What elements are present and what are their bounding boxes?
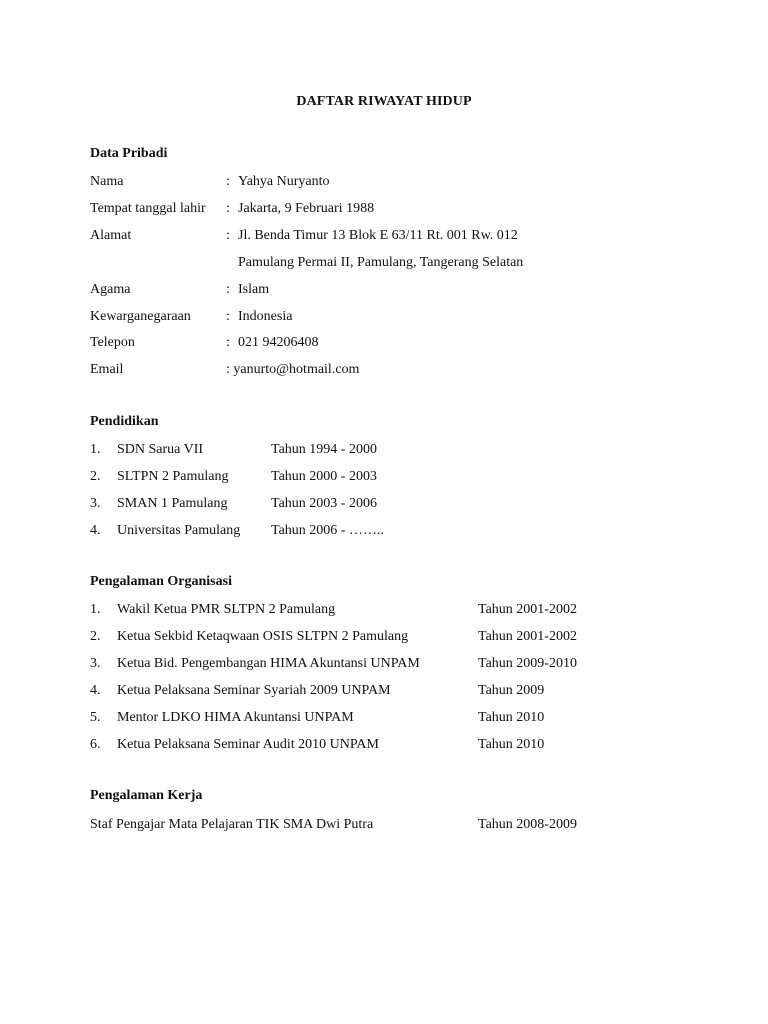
field-colon: : xyxy=(226,335,230,350)
field-colon: : xyxy=(226,282,230,297)
field-value: Jl. Benda Timur 13 Blok E 63/11 Rt. 001 Rw. 012 xyxy=(238,228,518,243)
field-label: Agama xyxy=(90,282,131,297)
item-name: SLTPN 2 Pamulang xyxy=(117,469,229,484)
field-label: Tempat tanggal lahir xyxy=(90,201,206,216)
item-number: 5. xyxy=(90,710,101,725)
item-name: SMAN 1 Pamulang xyxy=(117,496,228,511)
field-colon: : xyxy=(226,174,230,189)
item-year: Tahun 2009-2010 xyxy=(478,656,577,671)
item-number: 1. xyxy=(90,602,101,617)
section-heading-work: Pengalaman Kerja xyxy=(90,788,203,803)
item-number: 2. xyxy=(90,629,101,644)
field-value: Pamulang Permai II, Pamulang, Tangerang Selatan xyxy=(238,255,524,270)
field-colon: : xyxy=(226,228,230,243)
field-value: Islam xyxy=(238,282,270,297)
item-name: Ketua Sekbid Ketaqwaan OSIS SLTPN 2 Pamulang xyxy=(117,629,409,644)
field-value: Jakarta, 9 Februari 1988 xyxy=(238,201,375,216)
item-year: Tahun 2003 - 2006 xyxy=(271,496,377,511)
section-heading-personal: Data Pribadi xyxy=(90,146,168,161)
item-year: Tahun 2006 - …….. xyxy=(271,523,384,538)
item-year: Tahun 2008-2009 xyxy=(478,817,577,832)
item-year: Tahun 2010 xyxy=(478,737,545,752)
item-number: 1. xyxy=(90,442,101,457)
item-name: Staf Pengajar Mata Pelajaran TIK SMA Dwi Putra xyxy=(90,817,374,832)
section-heading-organization: Pengalaman Organisasi xyxy=(90,574,232,589)
item-year: Tahun 2010 xyxy=(478,710,545,725)
item-name: Ketua Pelaksana Seminar Audit 2010 UNPAM xyxy=(117,737,379,752)
item-year: Tahun 2009 xyxy=(478,683,545,698)
field-label: Kewarganegaraan xyxy=(90,309,191,324)
item-year: Tahun 2001-2002 xyxy=(478,602,577,617)
field-value: Yahya Nuryanto xyxy=(238,174,330,189)
item-number: 6. xyxy=(90,737,101,752)
item-year: Tahun 1994 - 2000 xyxy=(271,442,377,457)
item-name: Universitas Pamulang xyxy=(117,523,241,538)
item-name: Mentor LDKO HIMA Akuntansi UNPAM xyxy=(117,710,354,725)
item-number: 4. xyxy=(90,523,101,538)
document-title: DAFTAR RIWAYAT HIDUP xyxy=(296,94,472,109)
item-number: 3. xyxy=(90,496,101,511)
item-name: SDN Sarua VII xyxy=(117,442,204,457)
field-label: Telepon xyxy=(90,335,135,350)
item-number: 2. xyxy=(90,469,101,484)
item-number: 4. xyxy=(90,683,101,698)
item-name: Wakil Ketua PMR SLTPN 2 Pamulang xyxy=(117,602,336,617)
item-name: Ketua Pelaksana Seminar Syariah 2009 UNPAM xyxy=(117,683,391,698)
section-heading-education: Pendidikan xyxy=(90,414,159,429)
field-value: Indonesia xyxy=(238,309,293,324)
item-number: 3. xyxy=(90,656,101,671)
email-value: : yanurto@hotmail.com xyxy=(226,362,360,377)
field-label: Email xyxy=(90,362,124,377)
field-colon: : xyxy=(226,309,230,324)
field-label: Alamat xyxy=(90,228,132,243)
field-label: Nama xyxy=(90,174,124,189)
item-name: Ketua Bid. Pengembangan HIMA Akuntansi UNPAM xyxy=(117,656,420,671)
field-value: 021 94206408 xyxy=(238,335,319,350)
item-year: Tahun 2001-2002 xyxy=(478,629,577,644)
item-year: Tahun 2000 - 2003 xyxy=(271,469,377,484)
field-colon: : xyxy=(226,201,230,216)
